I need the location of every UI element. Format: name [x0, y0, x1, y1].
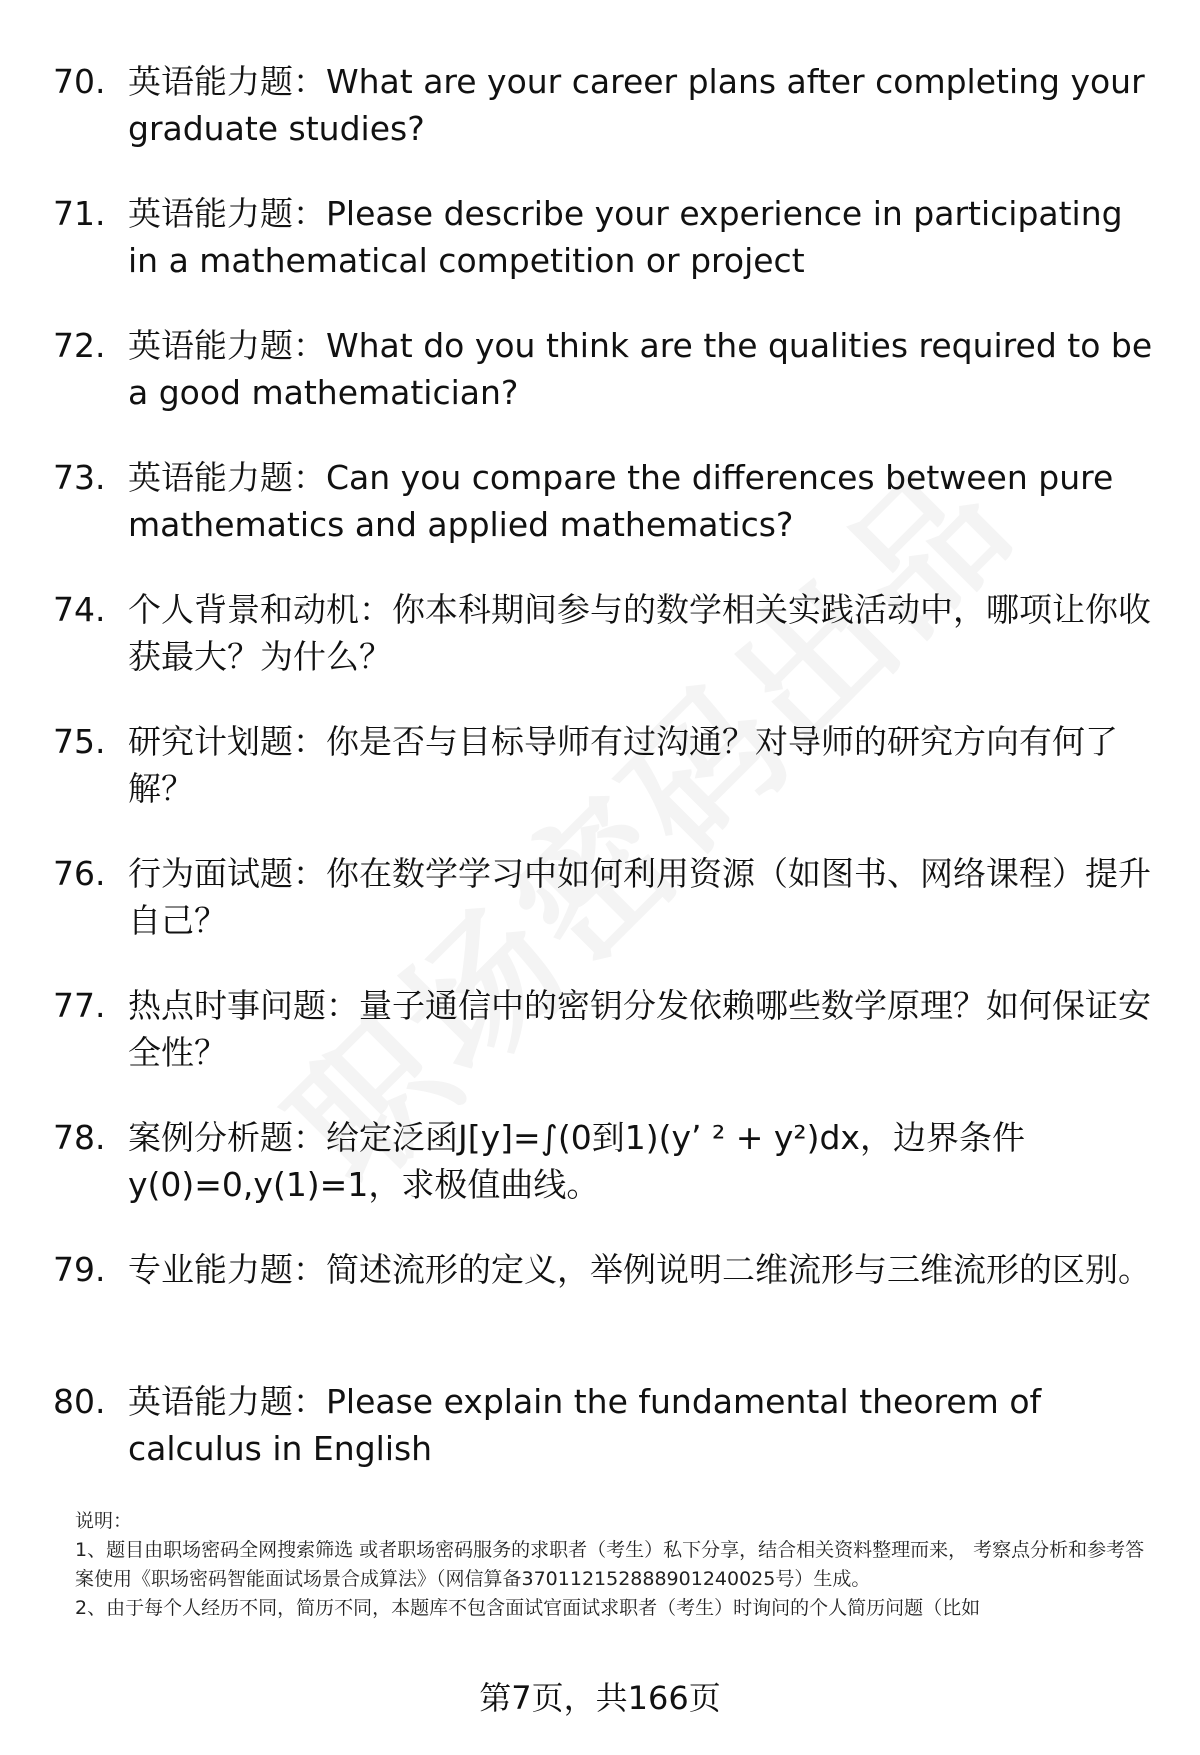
question-item	[0, 850, 1200, 982]
question-item	[0, 586, 1200, 718]
question-text: 案例分析题：给定泛函J[y]=∫(0到1)(y’ ² + y²)dx，边界条件y(0)=0,y(1)=1，求极值曲线。	[128, 1118, 1025, 1204]
question-number: 78.	[53, 1118, 106, 1157]
question-number: 79.	[53, 1250, 106, 1289]
question-item	[0, 322, 1200, 454]
question-item	[0, 58, 1200, 190]
question-text: 英语能力题：Please describe your experience in participating in a mathematical competition or project	[128, 194, 1123, 280]
question-item	[0, 454, 1200, 586]
question-item	[0, 718, 1200, 850]
question-number: 73.	[53, 458, 106, 497]
question-number: 72.	[53, 326, 106, 365]
note-item: 2、由于每个人经历不同，简历不同，本题库不包含面试官面试求职者（考生）时询问的个人简历问题（比如	[75, 1597, 981, 1619]
notes-section	[75, 1507, 1150, 1623]
question-number: 70.	[53, 62, 106, 101]
question-text: 热点时事问题：量子通信中的密钥分发依赖哪些数学原理？如何保证安全性？	[128, 986, 1151, 1072]
question-number: 77.	[53, 986, 106, 1025]
question-text: 研究计划题：你是否与目标导师有过沟通？对导师的研究方向有何了解？	[128, 722, 1118, 808]
question-text: 英语能力题：What do you think are the qualities required to be a good mathematician?	[128, 326, 1153, 412]
page-number: 第7页，共166页	[479, 1679, 721, 1717]
question-item	[0, 1114, 1200, 1246]
question-number: 80.	[53, 1382, 106, 1421]
question-item	[0, 1246, 1200, 1378]
question-list	[0, 58, 1200, 1510]
notes-title: 说明：	[75, 1510, 133, 1532]
question-number: 71.	[53, 194, 106, 233]
question-item	[0, 1378, 1200, 1510]
question-text: 行为面试题：你在数学学习中如何利用资源（如图书、网络课程）提升自己？	[128, 854, 1151, 940]
question-number: 75.	[53, 722, 106, 761]
question-text: 英语能力题：What are your career plans after completing your graduate studies?	[128, 62, 1145, 148]
question-text: 英语能力题：Please explain the fundamental theorem of calculus in English	[128, 1382, 1042, 1468]
question-text: 个人背景和动机：你本科期间参与的数学相关实践活动中，哪项让你收获最大？为什么？	[128, 590, 1151, 676]
question-text: 英语能力题：Can you compare the differences between pure mathematics and applied mathematics?	[128, 458, 1114, 544]
question-item	[0, 982, 1200, 1114]
question-item	[0, 190, 1200, 322]
note-item: 1、题目由职场密码全网搜索筛选 或者职场密码服务的求职者（考生）私下分享，结合相关资料整理而来， 考察点分析和参考答案使用《职场密码智能面试场景合成算法》（网信算备370112152888901240025号）生成。	[75, 1539, 1145, 1590]
question-number: 76.	[53, 854, 106, 893]
question-text: 专业能力题：简述流形的定义，举例说明二维流形与三维流形的区别。	[128, 1250, 1151, 1289]
question-number: 74.	[53, 590, 106, 629]
